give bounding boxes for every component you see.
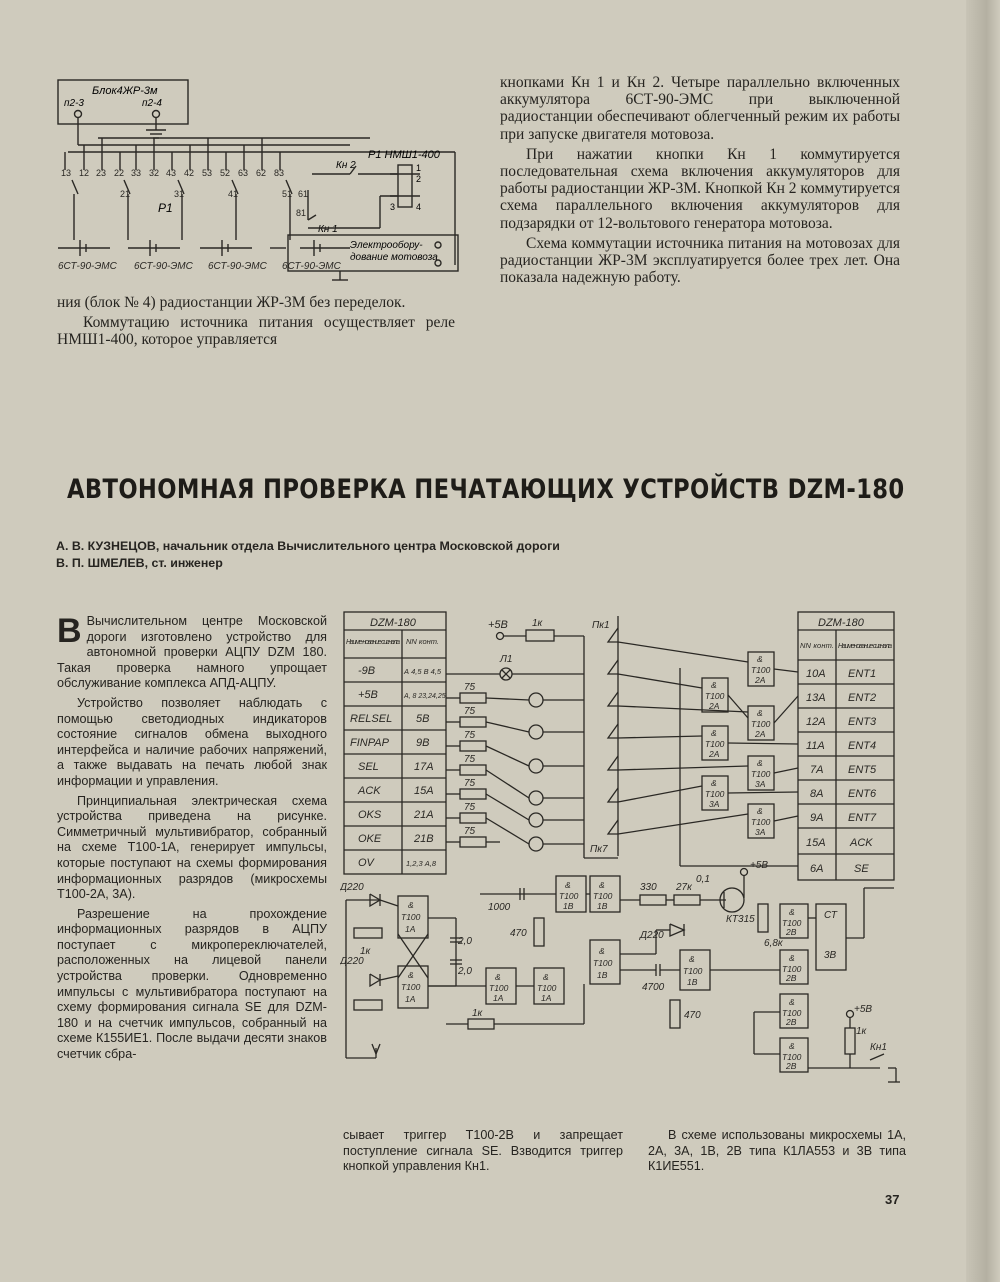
battery-label: 6СТ-90-ЭМС	[134, 261, 193, 272]
gate-id: 1В	[687, 977, 698, 987]
relay-pin: 1	[416, 163, 422, 173]
gate-type: Т100	[537, 983, 557, 993]
block-label: Блок4ЖР-3м	[92, 85, 158, 97]
contact-value: 17А	[414, 761, 434, 773]
resistor-75-label: 75	[464, 706, 476, 717]
counter-type: 3В	[824, 950, 837, 961]
contact-number: 12	[79, 168, 90, 178]
contact-value: 10А	[806, 668, 826, 680]
gate-symbol: &	[408, 900, 414, 910]
pin-right-terminal	[153, 111, 160, 118]
contact-value: 9А	[810, 812, 824, 824]
kn2-label: Кн 2	[336, 160, 356, 171]
signal-name: ACK	[850, 837, 873, 849]
gate-id: 1А	[405, 924, 416, 934]
resistor-75-label: 75	[464, 802, 476, 813]
generator-label-1: Электрообору-	[350, 240, 423, 251]
pin-left-terminal	[75, 111, 82, 118]
gate-symbol: &	[789, 907, 795, 917]
contact-numbers	[61, 168, 308, 218]
capacitor-label: 2,0	[458, 966, 472, 977]
contact-number: 42	[184, 168, 195, 178]
signal-name: OKE	[358, 833, 382, 845]
pk7-label: Пк7	[590, 844, 608, 855]
contact-number: 23	[96, 168, 107, 178]
contact-number: 31	[174, 189, 185, 199]
gate-type: Т100	[489, 983, 509, 993]
paragraph: Схема коммутации источника питания на мотовозах для радиостанции ЖР-3М эксплуатируется более трех лет. Она показала надежную работу.	[500, 234, 900, 287]
top-left-text	[57, 294, 455, 352]
resistor-label: 27к	[676, 882, 692, 893]
gate-type: Т100	[559, 891, 579, 901]
gate-symbol: &	[408, 970, 414, 980]
gate-type: Т100	[401, 982, 421, 992]
dzm180-test-device-schematic	[340, 608, 900, 1088]
gate-id: 2В	[786, 1017, 797, 1027]
button-label: Кн1	[870, 1042, 887, 1053]
paragraph: Принципиальная электрическая схема устройства приведена на рисунке. Симметричный мультивибратор, собранный на схеме Т100-1А, генерирует импульсы, которые поступают на схемы формирования информационных разрядов (микросхемы Т100-2А, 3А).	[57, 793, 327, 902]
diode-label: Д220	[640, 930, 664, 941]
contact-value: 12А	[806, 716, 826, 728]
article-title: АВТОНОМНАЯ ПРОВЕРКА ПЕЧАТАЮЩИХ УСТРОЙСТВ DZM-180	[67, 474, 905, 505]
signal-name: SE	[854, 863, 869, 875]
capacitor-label: 0,1	[696, 874, 710, 885]
left-table-header-contact: NN конт.	[406, 637, 440, 646]
gate-type: Т100	[705, 739, 725, 749]
contact-number: 61	[298, 189, 309, 199]
signal-name: FINPAP	[350, 737, 389, 749]
contact-number: 41	[228, 189, 239, 199]
left-table-header-name: Наиме-нование сигнала	[346, 639, 400, 646]
authors	[56, 538, 560, 572]
gate-symbol: &	[789, 997, 795, 1007]
gate-id: 2А	[709, 701, 720, 711]
diode-label: Д220	[340, 882, 364, 893]
terminal	[435, 242, 441, 248]
right-table-header-name: Наименование сигнала	[838, 643, 892, 650]
gate-id: 2В	[786, 927, 797, 937]
contact-number: 52	[220, 168, 231, 178]
resistor-label: 330	[640, 882, 657, 893]
gate-id: 2А	[709, 749, 720, 759]
gate-id: 3А	[709, 799, 720, 809]
resistor-label: 1к	[856, 1026, 867, 1037]
micro-switches	[608, 628, 618, 834]
resistor-label: 470	[684, 1010, 701, 1021]
contact-value: 21В	[414, 833, 434, 845]
first-paragraph	[57, 614, 327, 692]
gate-symbol: &	[757, 758, 763, 768]
signal-name: +5В	[358, 689, 378, 701]
transistor-label: КТ315	[726, 914, 755, 925]
contact-number: 22	[114, 168, 125, 178]
gate-type: Т100	[782, 964, 802, 974]
signal-name: OKS	[358, 809, 382, 821]
gate-id: 1В	[563, 901, 574, 911]
pin-right-label: п2-4	[142, 98, 162, 109]
contact-value: А 4,5 В 4,5	[404, 667, 442, 676]
generator-label-2: дование мотовоза	[350, 252, 438, 263]
gate-symbol: &	[689, 954, 695, 964]
led-label: Л1	[500, 654, 513, 665]
gate-id: 2В	[786, 1061, 797, 1071]
resistor-75-label: 75	[464, 730, 476, 741]
contact-number: 81	[296, 208, 307, 218]
top-right-text	[500, 74, 900, 289]
article-column-3	[648, 1128, 906, 1179]
page-edge-shadow	[966, 0, 1000, 1282]
capacitor-label: 1000	[488, 902, 511, 913]
multivibrator-section	[346, 869, 900, 1083]
battery-row	[58, 240, 350, 280]
gate-type: Т100	[705, 789, 725, 799]
gate-symbol: &	[757, 806, 763, 816]
battery-label: 6СТ-90-ЭМС	[282, 261, 341, 272]
counter-label: СТ	[824, 910, 837, 921]
signal-name: OV	[358, 857, 374, 869]
diode-label: Д220	[340, 956, 364, 967]
gate-type: Т100	[593, 958, 613, 968]
author-2: В. П. ШМЕЛЕВ, ст. инженер	[56, 556, 223, 570]
gate-type: Т100	[782, 1052, 802, 1062]
resistor-75-label: 75	[464, 778, 476, 789]
contact-number: 21	[120, 189, 131, 199]
contact-value: 1,2,3 А,8	[406, 859, 437, 868]
capacitor-label: 4700	[642, 982, 665, 993]
gate-type: Т100	[683, 966, 703, 976]
gate-type: Т100	[751, 665, 771, 675]
contact-value: 5В	[416, 713, 430, 725]
terminal	[435, 260, 441, 266]
right-table-title: DZM-180	[818, 617, 864, 629]
resistor-label: 1к	[532, 618, 543, 629]
capacitor-label: 2,0	[458, 936, 472, 947]
contact-number: 32	[149, 168, 160, 178]
gate-type: Т100	[401, 912, 421, 922]
gate-id: 2А	[755, 675, 766, 685]
paragraph: В схеме использованы микросхемы 1А, 2А, 3А, 1В, 2В типа К1ЛА553 и 3В типа К1ИЕ551.	[648, 1128, 906, 1174]
resistor-label: 470	[510, 928, 527, 939]
resistor-label: 6,8к	[764, 938, 783, 949]
gate-type: Т100	[705, 691, 725, 701]
contact-number: 13	[61, 168, 72, 178]
relay-pin: 3	[390, 202, 396, 212]
contact-value: 6А	[810, 863, 824, 875]
contact-value: 9В	[416, 737, 430, 749]
gate-symbol: &	[599, 880, 605, 890]
kn1-label: Кн 1	[318, 224, 338, 235]
paragraph: сывает триггер Т100-2В и запрещает поступление сигнала SE. Взводится триггер кнопкой управления Кн1.	[343, 1128, 623, 1174]
supply-label: +5В	[750, 860, 769, 871]
paragraph: При нажатии кнопки Кн 1 коммутируется последовательная схема включения аккумуляторов для работы радиостанции ЖР-3М. Кнопкой Кн 2 коммутируется схема параллельного включения аккумуляторов для подзарядки от 12-вольтового генератора мотовоза.	[500, 145, 900, 232]
gate-symbol: &	[789, 1041, 795, 1051]
article-column-1	[57, 614, 327, 1067]
resistor-75-label: 75	[464, 826, 476, 837]
paragraph: Устройство позволяет наблюдать с помощью светодиодных индикаторов состояние сигналов обмена выходного интерфейса и наличие рабочих напряжений, а также выдавать на печать любой знак информации и управления.	[57, 695, 327, 788]
output-gates	[446, 642, 798, 866]
gate-type: Т100	[751, 769, 771, 779]
gate-symbol: &	[711, 778, 717, 788]
gate-symbol: &	[789, 953, 795, 963]
gate-symbol: &	[495, 972, 501, 982]
paragraph: Разрешение на прохождение информационных разрядов в АЦПУ поступает с микропереключателей, расположенных на лицевой панели устройства проверки. Одновременно импульсы с мультивибратора поступают на схему формирования сигнала SE для DZM-180 и на счетчик импульсов, собранный на схеме К155ИЕ1. После выдачи десяти знаков счетчик сбра-	[57, 906, 327, 1062]
signal-name: ENT6	[848, 788, 877, 800]
contact-value: 21А	[414, 809, 434, 821]
paragraph: кнопками Кн 1 и Кн 2. Четыре параллельно включенных аккумулятора 6СТ-90-ЭМС при выключенной радиостанции обеспечивают облегченный режим их работы при запуске двигателя мотовоза.	[500, 74, 900, 143]
battery-label: 6СТ-90-ЭМС	[58, 261, 117, 272]
contact-value: 8А	[810, 788, 824, 800]
contact-number: 63	[238, 168, 249, 178]
resistor-75-label: 75	[464, 682, 476, 693]
contact-value: 7А	[810, 764, 824, 776]
relay-pin: 2	[416, 174, 422, 184]
author-1: А. В. КУЗНЕЦОВ, начальник отдела Вычислительного центра Московской дороги	[56, 539, 560, 553]
contact-number: 62	[256, 168, 267, 178]
resistor-label: 1к	[472, 1008, 483, 1019]
paragraph: ния (блок № 4) радиостанции ЖР-3М без переделок.	[57, 294, 406, 311]
gate-id: 3А	[755, 779, 766, 789]
relay-group-label: Р1	[158, 201, 173, 215]
paragraph: Коммутацию источника питания осуществляет реле НМШ1-400, которое управляется	[57, 314, 455, 349]
gate-symbol: &	[711, 728, 717, 738]
supply-label: +5В	[854, 1004, 873, 1015]
relay-pin: 4	[416, 202, 422, 212]
plus5-label: +5В	[488, 619, 508, 631]
signal-name: ACK	[358, 785, 381, 797]
contact-value: 15А	[414, 785, 434, 797]
signal-name: RELSEL	[350, 713, 393, 725]
gate-id: 1А	[405, 994, 416, 1004]
signal-name: ENT7	[848, 812, 877, 824]
supply-and-switches	[488, 616, 618, 858]
gate-symbol: &	[711, 680, 717, 690]
right-table-header-contact: NN конт.	[800, 641, 834, 650]
signal-name: ENT1	[848, 668, 877, 680]
gate-type: Т100	[782, 1008, 802, 1018]
gate-symbol: &	[757, 708, 763, 718]
contact-number: 43	[166, 168, 177, 178]
signal-name: ENT5	[848, 764, 877, 776]
gate-id: 2В	[786, 973, 797, 983]
battery-label: 6СТ-90-ЭМС	[208, 261, 267, 272]
gate-type: Т100	[782, 918, 802, 928]
signal-name: ENT2	[848, 692, 877, 704]
gate-id: 1А	[541, 993, 552, 1003]
gate-id: 1В	[597, 901, 608, 911]
contact-number: 51	[282, 189, 293, 199]
signal-name: ENT4	[848, 740, 877, 752]
contact-value: 13А	[806, 692, 826, 704]
gate-symbol: &	[543, 972, 549, 982]
contact-number: 33	[131, 168, 142, 178]
first-paragraph-text: Вычислительном центре Московской дороги изготовлено устройство для автономной проверки АЦПУ DZM 180. Такая проверка намного упрощает обслуживание комплекса АПД-АЦПУ.	[57, 614, 327, 691]
gate-type: Т100	[593, 891, 613, 901]
gate-id: 1А	[493, 993, 504, 1003]
signal-name: ENT3	[848, 716, 877, 728]
drop-cap: В	[57, 612, 82, 650]
relay-label: Р1 НМШ1-400	[368, 149, 440, 161]
contact-value: А, 8 23,24,25	[404, 693, 446, 700]
gate-id: 1В	[597, 970, 608, 980]
gate-id: 3А	[755, 827, 766, 837]
contact-value: 15А	[806, 837, 826, 849]
resistor-75-label: 75	[464, 754, 476, 765]
contact-value: 11А	[806, 740, 825, 752]
contact-number: 83	[274, 168, 285, 178]
pk1-label: Пк1	[592, 620, 610, 631]
signal-name: SEL	[358, 761, 379, 773]
gate-symbol: &	[599, 946, 605, 956]
page-number: 37	[885, 1192, 900, 1207]
contact-number: 53	[202, 168, 213, 178]
gate-type: Т100	[751, 817, 771, 827]
resistors-75	[446, 693, 529, 847]
signal-name: -9В	[358, 665, 376, 677]
resistor-1k	[526, 630, 554, 641]
relay-coil	[398, 165, 412, 207]
battery-switching-schematic	[50, 70, 470, 285]
gate-type: Т100	[751, 719, 771, 729]
resistor-label: 1к	[360, 946, 371, 957]
left-table-title: DZM-180	[370, 617, 416, 629]
pin-left-label: п2-3	[64, 98, 84, 109]
gate-symbol: &	[757, 654, 763, 664]
gate-symbol: &	[565, 880, 571, 890]
gate-id: 2А	[755, 729, 766, 739]
article-column-2	[343, 1128, 623, 1179]
